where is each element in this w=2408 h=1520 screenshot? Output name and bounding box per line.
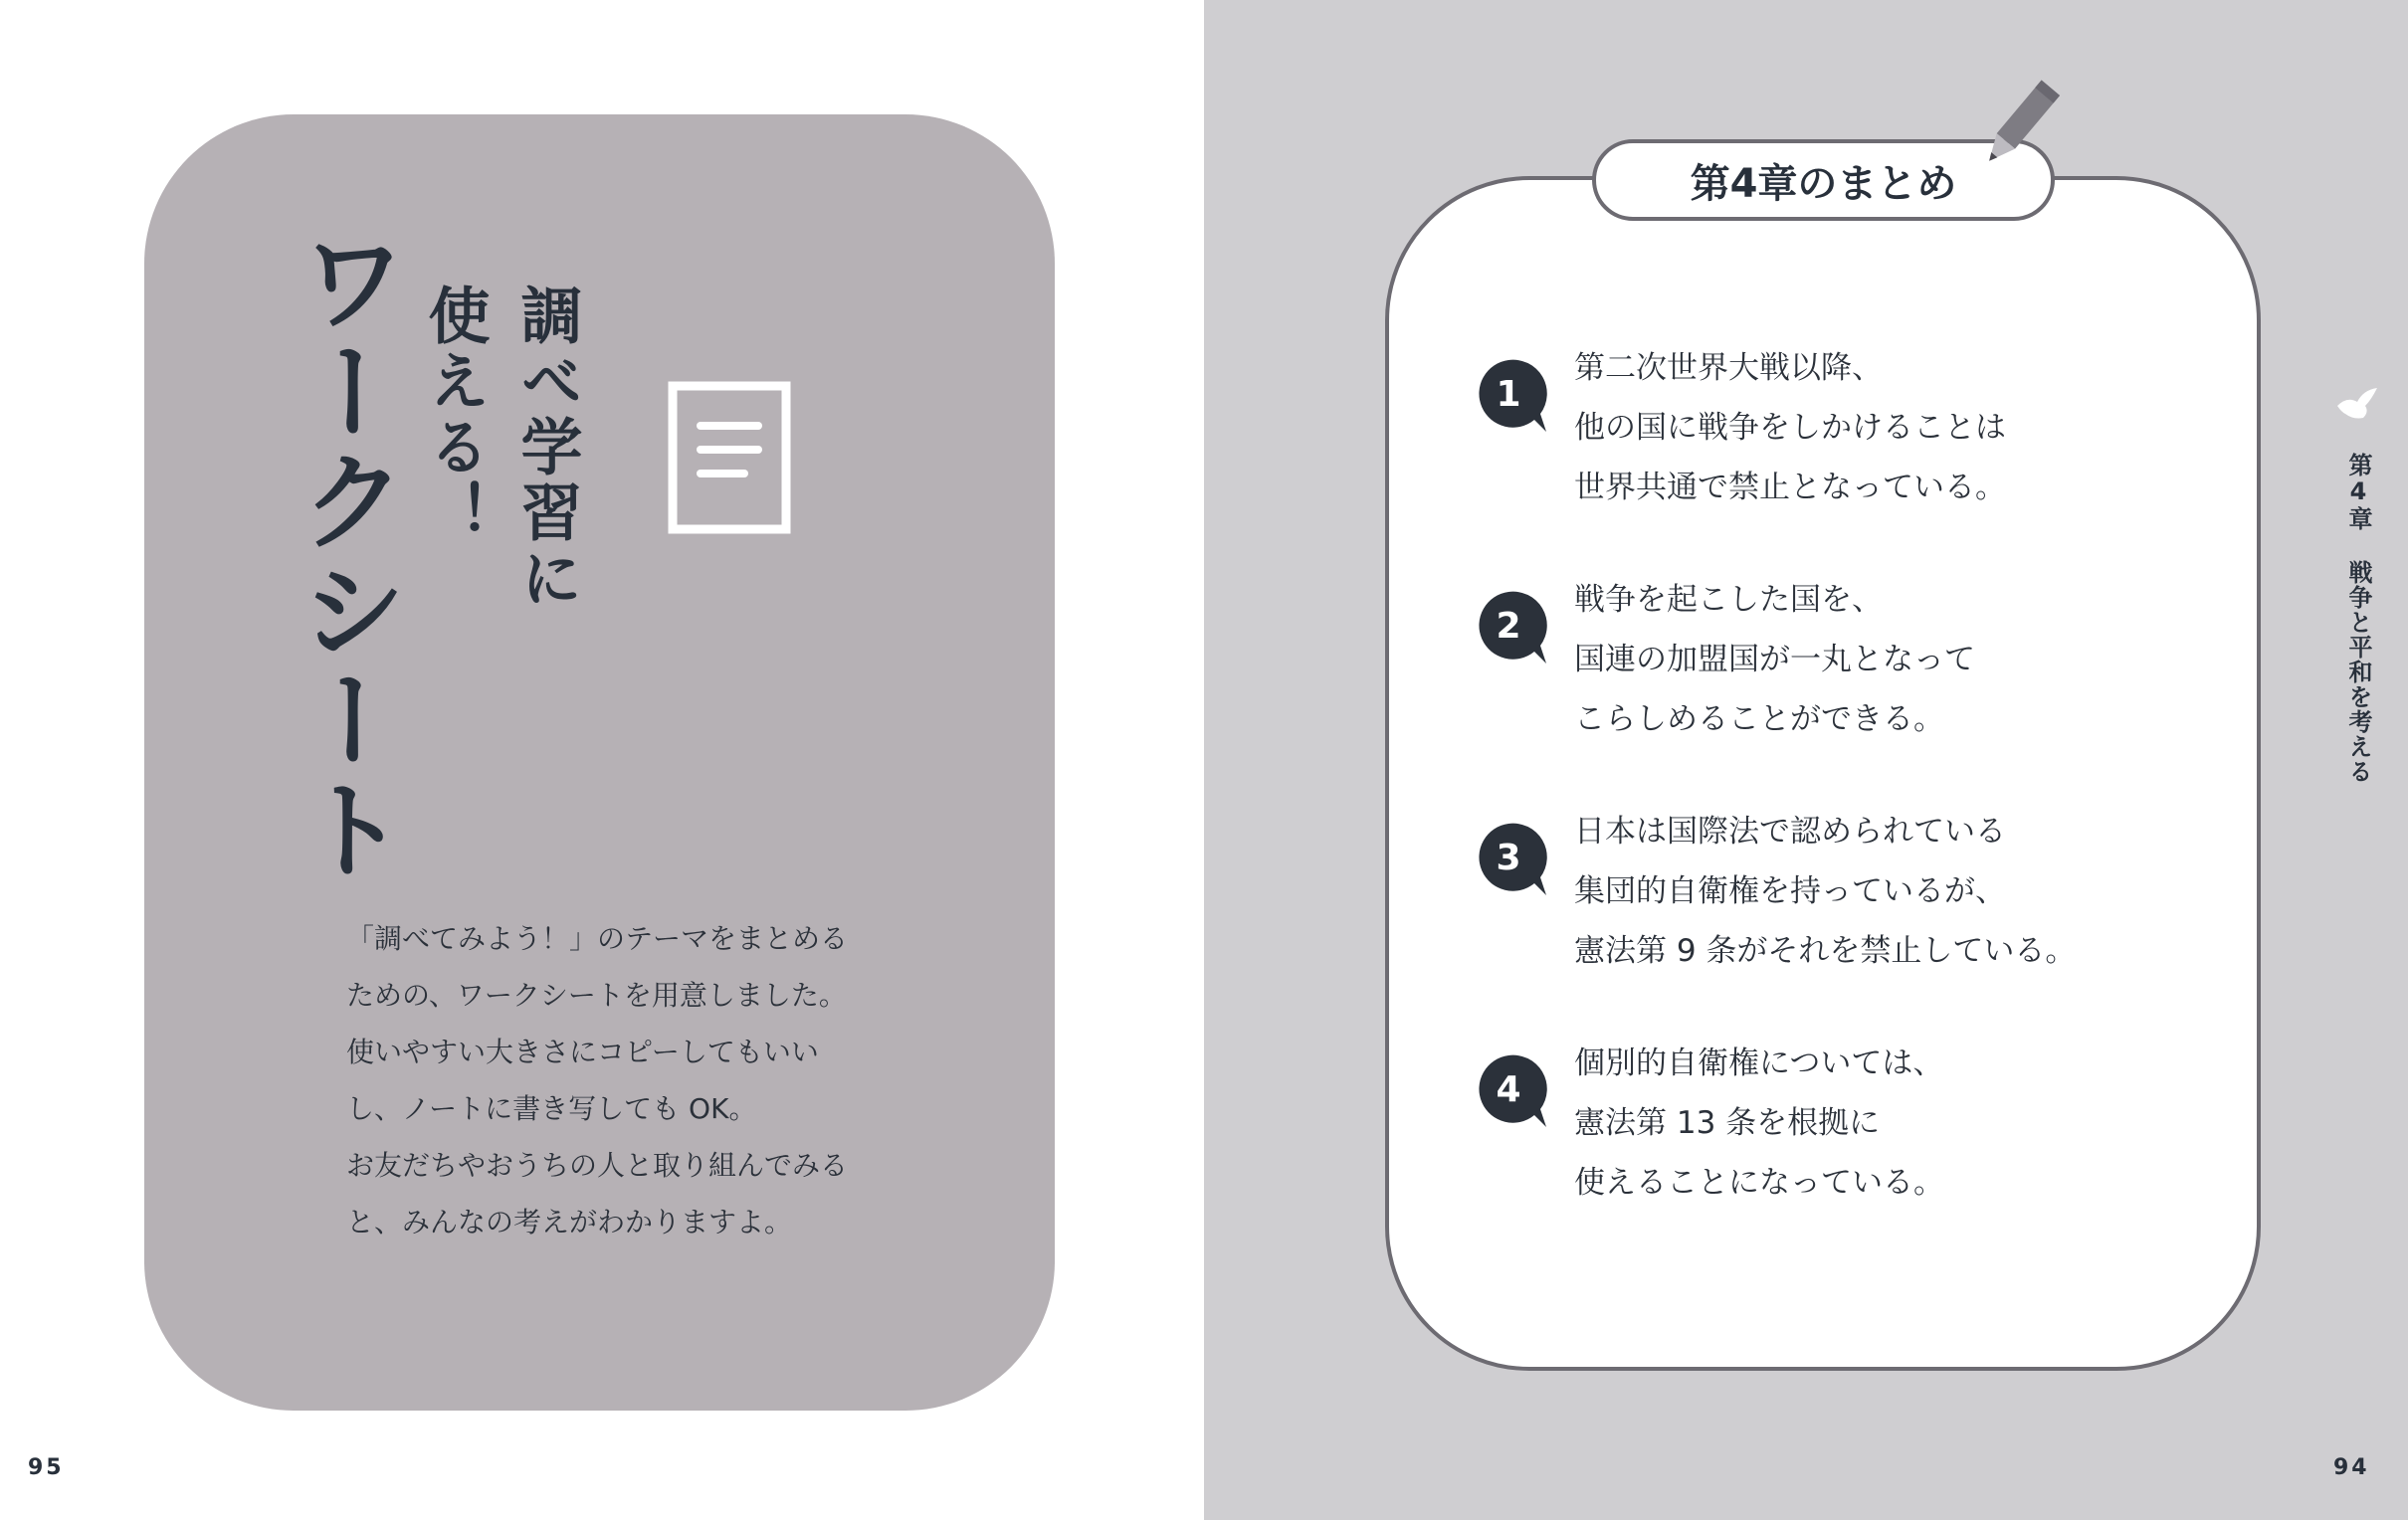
- description-line: し、ノートに書き写しても OK。: [346, 1092, 757, 1125]
- worksheet-subtitle-1: 調べ学習に: [510, 284, 583, 612]
- pencil-icon: [1975, 75, 2065, 174]
- item-line: 集団的自衛権を持っているが、: [1574, 873, 2006, 909]
- item-line: 国連の加盟国が一丸となって: [1574, 642, 1975, 677]
- worksheet-title: ワークシート: [282, 227, 406, 883]
- description-line: 使いやすい大きさにコピーしてもいい: [346, 1036, 819, 1068]
- description-line: と、みんなの考えがわかりますよ。: [346, 1206, 793, 1238]
- item-line: 世界共通で禁止となっている。: [1574, 470, 2006, 505]
- worksheet-subtitle-2: 使える！: [418, 284, 491, 546]
- description-line: お友だちやおうちの人と取り組んでみる: [346, 1149, 849, 1182]
- item-line: 憲法第 9 条がそれを禁止している。: [1574, 933, 2077, 969]
- chapter-side-label: 第4章 戦争と平和を考える: [2344, 453, 2372, 784]
- dove-icon: [2333, 386, 2381, 422]
- speech-bubble-number-icon: [1473, 820, 1552, 899]
- item-line: 戦争を起こした国を、: [1574, 582, 1883, 618]
- description-line: ための、ワークシートを用意しました。: [346, 979, 847, 1012]
- speech-bubble-number-icon: [1473, 1051, 1552, 1131]
- page-number-left: 95: [28, 1455, 65, 1480]
- item-line: 使えることになっている。: [1574, 1165, 1944, 1201]
- item-number: 2: [1496, 606, 1521, 647]
- document-icon: [665, 378, 794, 537]
- worksheet-description: [346, 910, 903, 1250]
- speech-bubble-number-icon: [1473, 356, 1552, 436]
- description-line: 「調べてみよう！」のテーマをまとめる: [346, 922, 849, 955]
- item-line: 憲法第 13 条を根拠に: [1574, 1105, 1881, 1141]
- item-line: 個別的自衛権については、: [1574, 1045, 1944, 1081]
- item-number: 1: [1496, 374, 1521, 415]
- item-number: 4: [1496, 1069, 1521, 1110]
- item-line: 第二次世界大戦以降、: [1574, 350, 1883, 386]
- item-line: 他の国に戦争をしかけることは: [1574, 410, 2006, 446]
- item-line: こらしめることができる。: [1574, 701, 1944, 737]
- summary-title: 第4章のまとめ: [1690, 160, 1957, 207]
- item-line: 日本は国際法で認められている: [1574, 814, 2006, 850]
- page-number-right: 94: [2333, 1455, 2370, 1480]
- speech-bubble-number-icon: [1473, 588, 1552, 667]
- item-number: 3: [1496, 838, 1521, 878]
